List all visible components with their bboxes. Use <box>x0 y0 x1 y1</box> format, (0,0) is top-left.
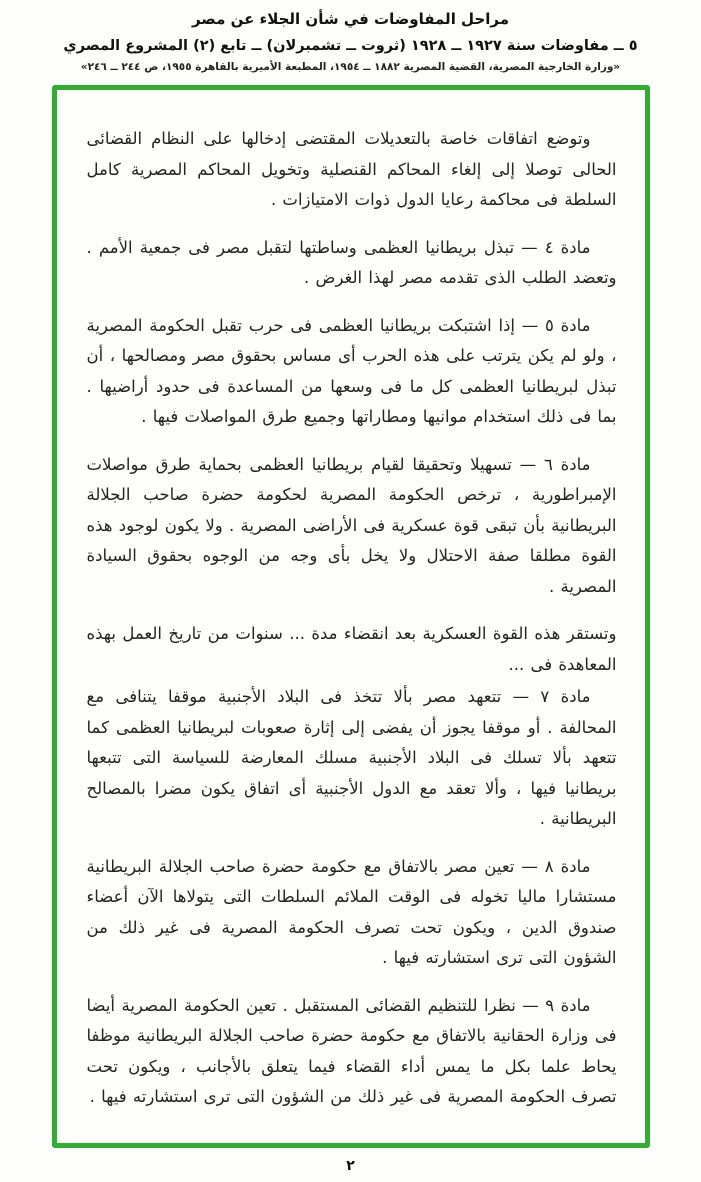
document-subtitle: ٥ ــ مفاوضات سنة ١٩٢٧ ــ ١٩٢٨ (ثروت ــ تشمبرلان) ــ تابع (٢) المشروع المصري <box>63 38 638 54</box>
body-paragraph-article-9: مادة ٩ — نظرا للتنظيم القضائى المستقبل . تعين الحكومة المصرية أيضا فى وزارة الحقانية بالاتفاق مع حكومة حضرة صاحب الجلالة البريطانية موظفا يحاط علما بكل ما يمس أداء القضاء فيما يتعلق بالأجانب ، ويكون تحت تصرف الحكومة المصرية فى غير ذلك من الشؤون التى ترى استشارته فيها . <box>86 995 617 1107</box>
body-paragraph-article-6: مادة ٦ — تسهيلا وتحقيقا لقيام بريطانيا العظمى بحماية طرق مواصلات الإمبراطورية ، ترخص الحكومة المصرية لحكومة حضرة صاحب الجلالة البريطانية بأن تبقى قوة عسكرية فى الأراضى المصرية . ولا يكون لوجود هذه القوة مطلقا صفة الاحتلال ولا يخل بأى وجه من الوجوه بحقوق السيادة المصرية . <box>86 454 617 596</box>
source-citation: «وزارة الخارجية المصرية، القضية المصرية ١٨٨٢ ــ ١٩٥٤، المطبعة الأميرية بالقاهرة ١٩٥٥، ص ٢٤٤ ــ ٢٤٦» <box>80 61 621 73</box>
body-paragraph-force-duration: وتستقر هذه القوة العسكرية بعد انقضاء مدة ... سنوات من تاريخ العمل بهذه المعاهدة فى ... <box>86 624 617 674</box>
body-paragraph-article-5: مادة ٥ — إذا اشتبكت بريطانيا العظمى فى حرب تقبل الحكومة المصرية ، ولو لم يكن يترتب على هذه الحرب أى مساس بحقوق مصر ومصالحها ، أن تبذل لبريطانيا العظمى كل ما فى وسعها من المساعدة فى حدود أراضيها . بما فى ذلك استخدام موانيها ومطاراتها وجميع طرق المواصلات فيها . <box>86 315 617 427</box>
page-footer <box>0 1148 701 1182</box>
body-paragraph-intro: وتوضع اتفاقات خاصة بالتعديلات المقتضى إدخالها على النظام القضائى الحالى توصلا إلى إلغاء المحاكم القنصلية وتخويل المحاكم المصرية كامل السلطة فى محاكمة رعايا الدول ذوات الامتيازات . <box>86 129 617 210</box>
document-title: مراحل المفاوضات في شأن الجلاء عن مصر <box>191 10 510 28</box>
body-paragraph-article-7: مادة ٧ — تتعهد مصر بألا تتخذ فى البلاد الأجنبية موقفا يتنافى مع المحالفة . أو موقفا يجوز أن يفضى إلى إثارة صعوبات لبريطانيا العظمى كما تتعهد بألا تسلك فى البلاد الأجنبية مسلك المعارضة للسياسة التى تتبعها بريطانيا فيها ، وألا تعقد مع الدول الأجنبية أى اتفاق يكون مضرا بالمصالح البريطانية . <box>86 687 617 829</box>
text-frame <box>52 85 650 1148</box>
body-paragraph-article-8: مادة ٨ — تعين مصر بالاتفاق مع حكومة حضرة صاحب الجلالة البريطانية مستشارا ماليا تخوله فى الوقت الملائم السلطات التى يتولاها الآن أعضاء صندوق الدين ، ويكون تحت تصرف الحكومة المصرية فى غير ذلك من الشؤون التى ترى استشارته فيها . <box>86 856 617 968</box>
body-paragraph-article-4: مادة ٤ — تبذل بريطانيا العظمى وساطتها لتقبل مصر فى جمعية الأمم . وتعضد الطلب الذى تقدمه مصر لهذا الغرض . <box>86 237 617 288</box>
document-header <box>0 10 701 85</box>
page-number: ٢ <box>346 1157 355 1174</box>
